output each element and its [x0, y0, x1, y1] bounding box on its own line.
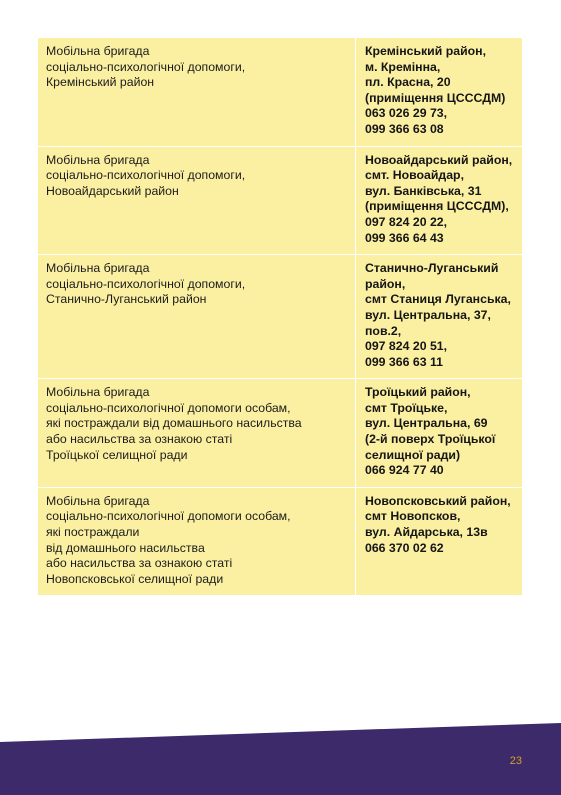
address-line: пов.2, [365, 323, 402, 338]
address-line: Кремінський район, [365, 44, 486, 58]
service-name-line: Мобільна бригада [46, 152, 150, 167]
phone-line: 063 026 29 73, [365, 106, 448, 121]
service-name-line: Мобільна бригада [46, 385, 150, 400]
service-name-line: Станично-Луганський район [46, 292, 207, 307]
address-line: (приміщення ЦСССДМ), [365, 199, 509, 214]
service-name-line: соціально-психологічної допомоги особам, [46, 509, 291, 524]
service-name-line: Мобільна бригада [46, 261, 150, 276]
address-line: м. Кремінна, [365, 59, 441, 74]
service-name-line: Новопсковської селищної ради [46, 571, 224, 586]
address-line: вул. Центральна, 69 [365, 416, 488, 431]
service-name-line: Кремінський район [46, 75, 155, 90]
service-name-line: які постраждали від домашнього насильства [46, 416, 302, 431]
phone-line: 066 370 02 62 [365, 540, 444, 555]
phone-line: 066 924 77 40 [365, 463, 444, 478]
service-name-line: Новоайдарський район [46, 183, 179, 198]
service-name-line: Мобільна бригада [46, 493, 150, 508]
footer-band-shape [0, 723, 561, 795]
service-name-line: від домашнього насильства [46, 540, 205, 555]
phone-line: 099 366 63 11 [365, 354, 443, 369]
phone-line: 099 366 63 08 [365, 121, 444, 136]
service-name-line: або насильства за ознакою статі [46, 556, 233, 571]
address-line: вул. Центральна, 37, [365, 307, 491, 322]
address-line: селищної ради) [365, 447, 461, 462]
service-name-line: соціально-психологічної допомоги особам, [46, 400, 291, 415]
service-name-line: або насильства за ознакою статі [46, 432, 233, 447]
service-name-line: соціально-психологічної допомоги, [46, 168, 246, 183]
service-name-line: Троїцької селищної ради [46, 447, 188, 462]
address-line: вул. Банківська, 31 [365, 183, 482, 198]
address-line: смт Троїцьке, [365, 400, 448, 415]
phone-line: 097 824 20 22, [365, 214, 448, 229]
page-number: 23 [509, 755, 522, 767]
service-name-line: соціально-психологічної допомоги, [46, 276, 246, 291]
address-line: смт. Новоайдар, [365, 168, 464, 183]
address-line: Станично-Луганський [365, 261, 499, 276]
service-name-line: які постраждали [46, 525, 140, 540]
service-name-line: соціально-психологічної допомоги, [46, 59, 246, 74]
phone-line: 097 824 20 51, [365, 339, 448, 354]
address-line: (приміщення ЦСССДМ) [365, 90, 506, 105]
address-line: (2-й поверх Троїцької [365, 432, 496, 447]
service-name-line: Мобільна бригада [46, 44, 150, 58]
address-line: Троїцький район, [365, 385, 471, 400]
address-line: смт Новопсков, [365, 509, 461, 524]
address-line: смт Станиця Луганська, [365, 292, 511, 307]
address-line: пл. Красна, 20 [365, 75, 451, 90]
address-line: район, [365, 276, 406, 291]
address-line: Новопсковський район, [365, 493, 511, 508]
address-line: вул. Айдарська, 13в [365, 525, 488, 540]
address-line: Новоайдарський район, [365, 152, 513, 167]
phone-line: 099 366 64 43 [365, 230, 444, 245]
